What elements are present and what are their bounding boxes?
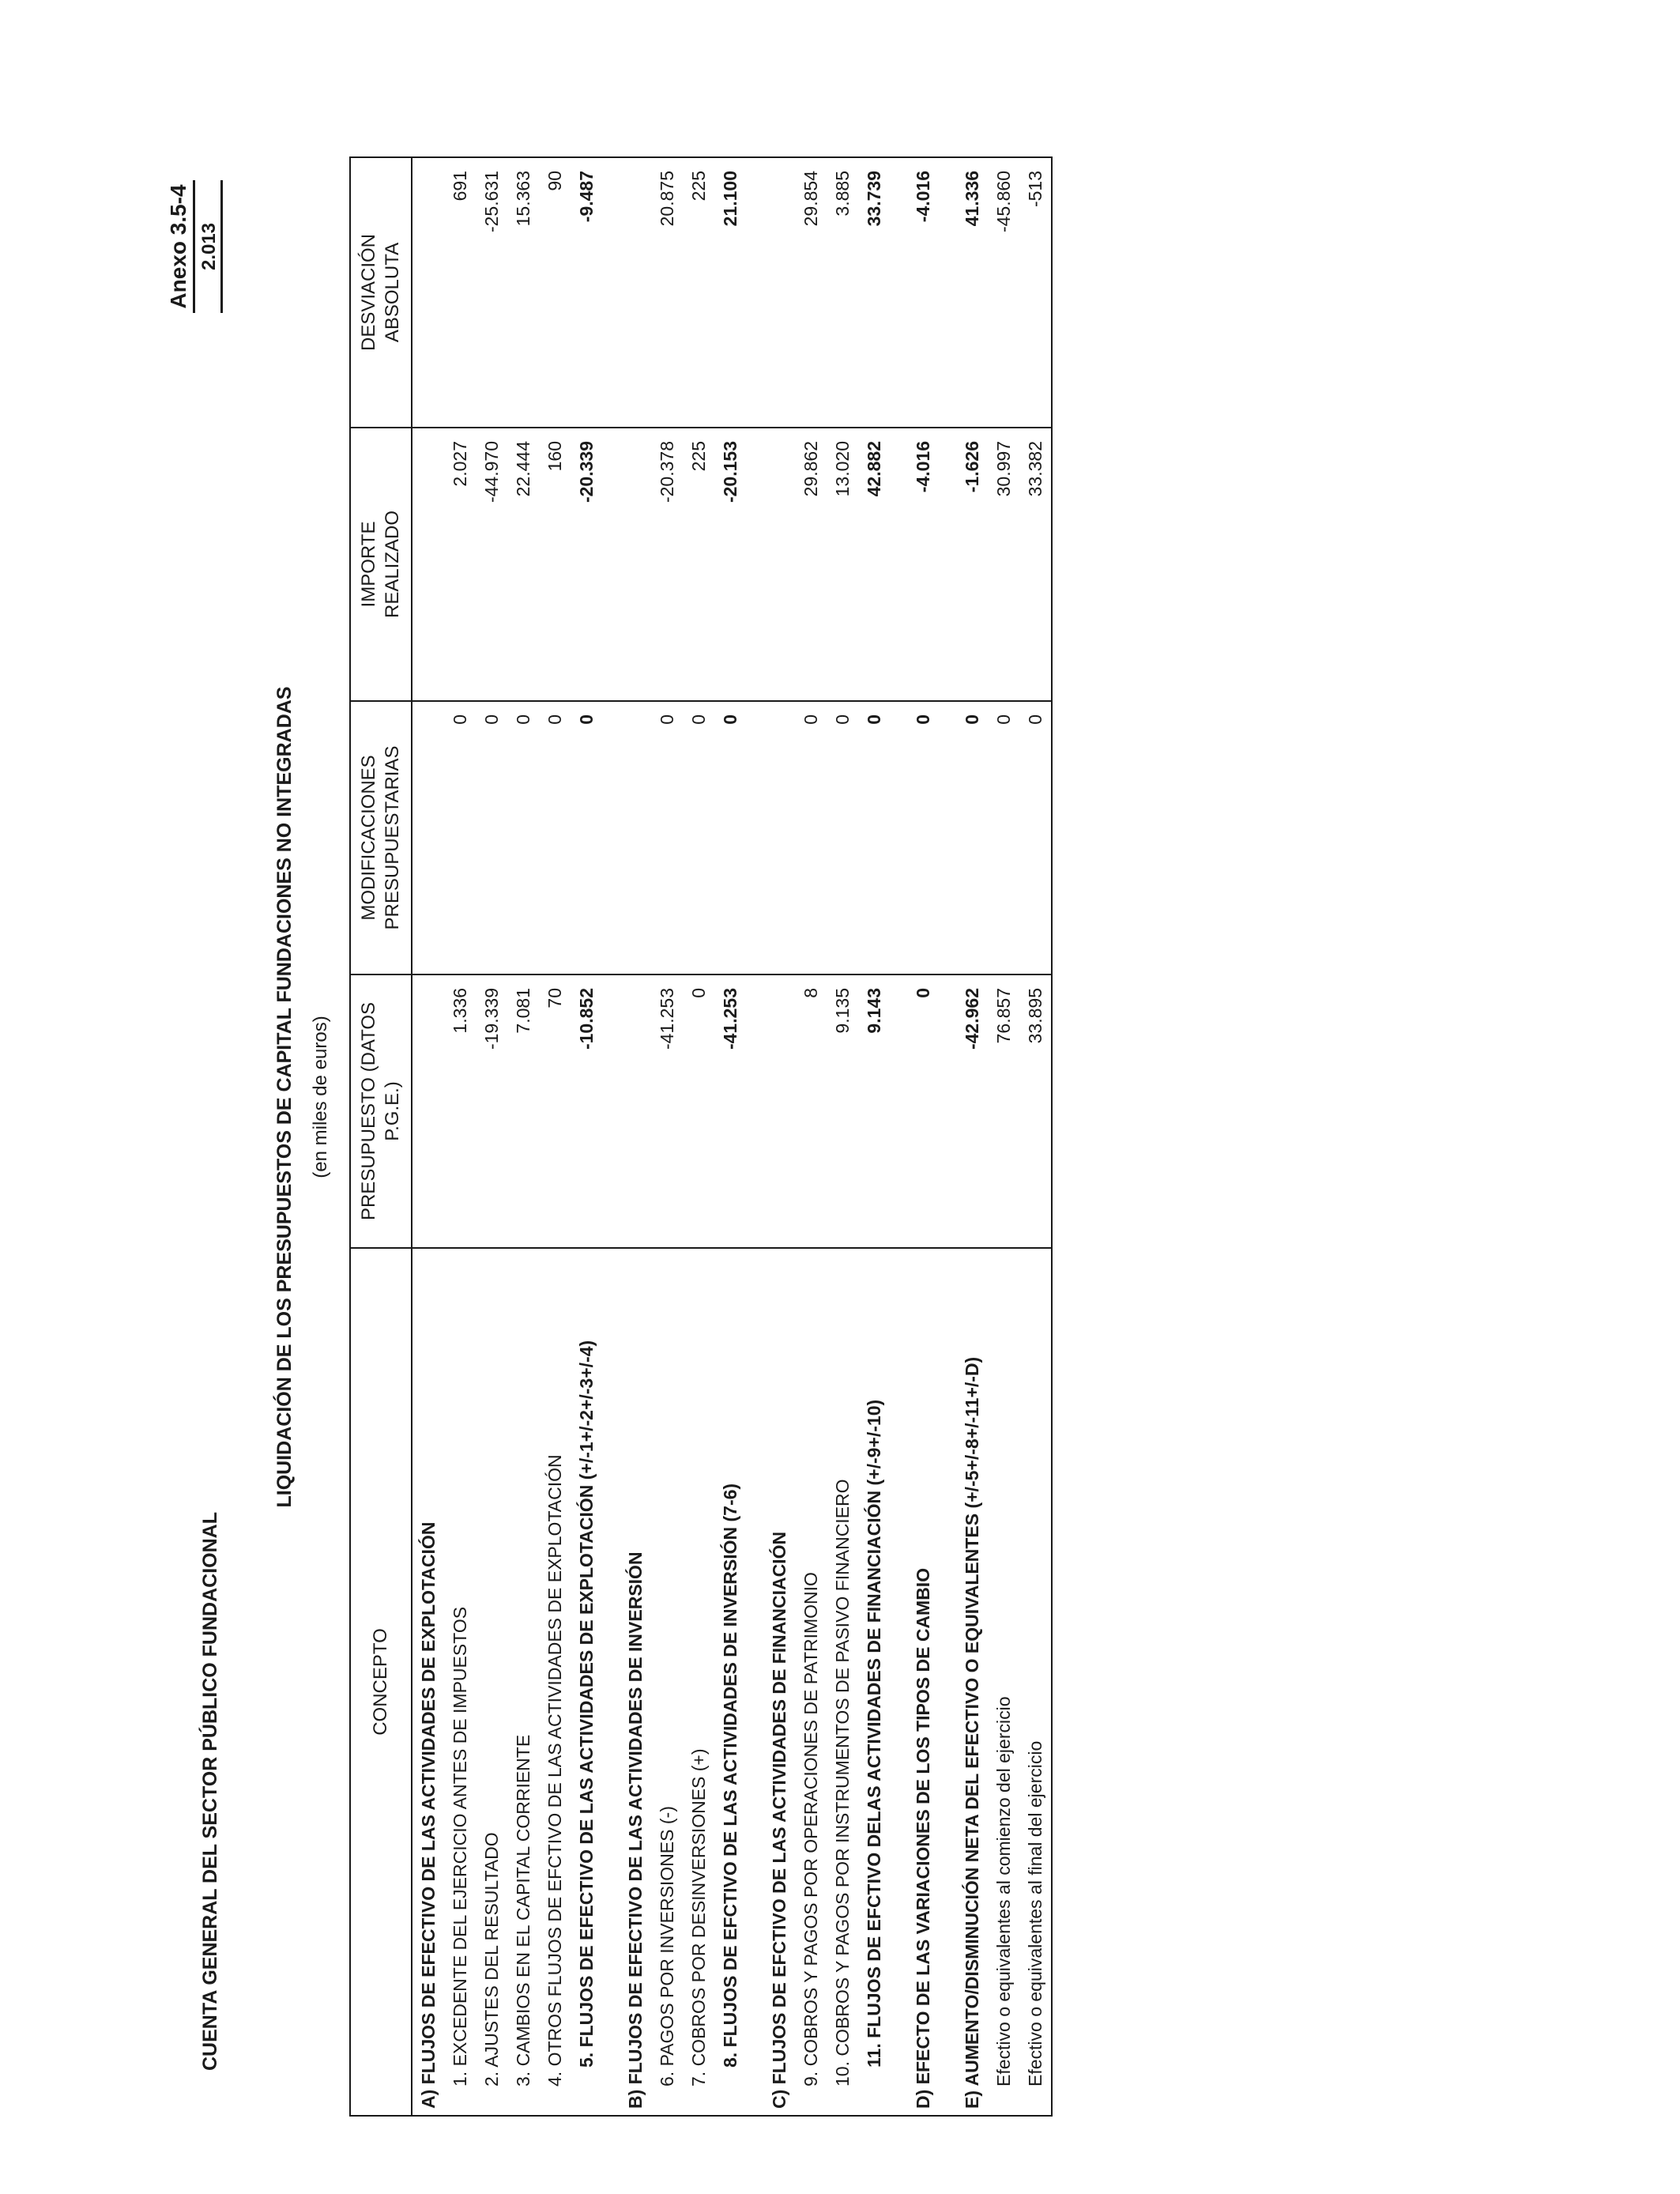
cell-budget: 1.336 [444, 974, 476, 1248]
cell-mods: 0 [539, 701, 571, 974]
cell-dev: 33.739 [858, 157, 890, 428]
cell-mods: 0 [988, 701, 1019, 974]
table-row [956, 157, 988, 2116]
cell-budget: 7.081 [507, 974, 539, 1248]
table-row [907, 157, 939, 2116]
cell-mods: 0 [858, 701, 890, 974]
col-concept-header: CONCEPTO [350, 1248, 412, 2116]
cell-real: 160 [539, 428, 571, 701]
cell-mods: 0 [683, 701, 714, 974]
row-concept: A) FLUJOS DE EFECTIVO DE LAS ACTIVIDADES DE EXPLOTACIÓN [412, 1248, 444, 2116]
row-concept: 11. FLUJOS DE EFCTIVO DELAS ACTIVIDADES DE FINANCIACIÓN (+/-9+/-10) [858, 1248, 890, 2116]
report-title: LIQUIDACIÓN DE LOS PRESUPUESTOS DE CAPITAL FUNDACIONES NO INTEGRADAS [273, 686, 296, 1508]
cell-real: -1.626 [956, 428, 988, 701]
report-subtitle: (en miles de euros) [310, 1016, 331, 1178]
col-mods-line2: PRESUPUESTARIAS [382, 745, 403, 930]
cell-budget [412, 974, 444, 1248]
cell-mods: 0 [1019, 701, 1052, 974]
col-budget-header [350, 974, 412, 1248]
cell-dev: -9.487 [571, 157, 602, 428]
row-concept: 8. FLUJOS DE EFCTIVO DE LAS ACTIVIDADES DE INVERSIÓN (7-6) [714, 1248, 746, 2116]
row-concept: 9. COBROS Y PAGOS POR OPERACIONES DE PATRIMONIO [795, 1248, 827, 2116]
cell-dev: -45.860 [988, 157, 1019, 428]
col-mods-line1: MODIFICACIONES [358, 755, 379, 921]
cell-budget: 0 [907, 974, 939, 1248]
cell-mods: 0 [507, 701, 539, 974]
cell-dev: 41.336 [956, 157, 988, 428]
table-row [683, 157, 714, 2116]
row-concept: C) FLUJOS DE EFCTIVO DE LAS ACTIVIDADES DE FINANCIACIÓN [763, 1248, 795, 2116]
cell-real: -44.970 [476, 428, 507, 701]
table-row [539, 157, 571, 2116]
cell-real: -20.153 [714, 428, 746, 701]
cell-real: -20.339 [571, 428, 602, 701]
row-concept: E) AUMENTO/DISMINUCIÓN NETA DEL EFECTIVO O EQUIVALENTES (+/-5+/-8+/-11+/-D) [956, 1248, 988, 2116]
cell-real: 42.882 [858, 428, 890, 701]
cell-mods: 0 [827, 701, 858, 974]
spacer-row [890, 157, 907, 2116]
cell-mods: 0 [714, 701, 746, 974]
cell-mods: 0 [956, 701, 988, 974]
cell-mods: 0 [795, 701, 827, 974]
cell-real [620, 428, 651, 701]
row-concept: 7. COBROS POR DESINVERSIONES (+) [683, 1248, 714, 2116]
annex-label: Anexo 3.5-4 [166, 180, 195, 313]
cell-dev: 20.875 [651, 157, 683, 428]
col-real-line2: REALIZADO [382, 510, 403, 619]
cell-real: 29.862 [795, 428, 827, 701]
table-row [763, 157, 795, 2116]
cell-real: 33.382 [1019, 428, 1052, 701]
annex-year: 2.013 [195, 180, 223, 313]
table-row [412, 157, 444, 2116]
col-budget-line1: PRESUPUESTO (DATOS [358, 1001, 379, 1221]
cell-budget [620, 974, 651, 1248]
cell-budget: 8 [795, 974, 827, 1248]
cell-real: -20.378 [651, 428, 683, 701]
cell-budget [763, 974, 795, 1248]
cell-budget: 9.143 [858, 974, 890, 1248]
table-row [571, 157, 602, 2116]
cell-mods [763, 701, 795, 974]
row-concept: 4. OTROS FLUJOS DE EFCTIVO DE LAS ACTIVIDADES DE EXPLOTACIÓN [539, 1248, 571, 2116]
spacer-row [602, 157, 620, 2116]
cell-budget: -41.253 [714, 974, 746, 1248]
cell-mods: 0 [651, 701, 683, 974]
cell-dev: 225 [683, 157, 714, 428]
cell-real [763, 428, 795, 701]
table-row [827, 157, 858, 2116]
cell-dev: -4.016 [907, 157, 939, 428]
cell-dev [620, 157, 651, 428]
col-dev-header [350, 157, 412, 428]
cell-mods: 0 [444, 701, 476, 974]
col-real-line1: IMPORTE [358, 521, 379, 608]
cell-dev [412, 157, 444, 428]
cell-budget: 76.857 [988, 974, 1019, 1248]
cell-real [412, 428, 444, 701]
cell-dev [763, 157, 795, 428]
cell-budget: -19.339 [476, 974, 507, 1248]
table-row [858, 157, 890, 2116]
cell-real: -4.016 [907, 428, 939, 701]
cell-budget: 70 [539, 974, 571, 1248]
cell-budget: -10.852 [571, 974, 602, 1248]
cell-dev: 3.885 [827, 157, 858, 428]
cell-budget: 9.135 [827, 974, 858, 1248]
row-concept: 5. FLUJOS DE EFECTIVO DE LAS ACTIVIDADES DE EXPLOTACIÓN (+/-1+/-2+/-3+/-4) [571, 1248, 602, 2116]
row-concept: 10. COBROS Y PAGOS POR INSTRUMENTOS DE PASIVO FINANCIERO [827, 1248, 858, 2116]
table-row [444, 157, 476, 2116]
cell-budget: 33.895 [1019, 974, 1052, 1248]
row-concept: 6. PAGOS POR INVERSIONES (-) [651, 1248, 683, 2116]
table-row [476, 157, 507, 2116]
cell-mods: 0 [571, 701, 602, 974]
cell-dev: -513 [1019, 157, 1052, 428]
row-concept: 2. AJUSTES DEL RESULTADO [476, 1248, 507, 2116]
cell-dev: 21.100 [714, 157, 746, 428]
row-concept: B) FLUJOS DE EFECTIVO DE LAS ACTIVIDADES DE INVERSIÓN [620, 1248, 651, 2116]
table-row [795, 157, 827, 2116]
col-real-header [350, 428, 412, 701]
cell-dev: 90 [539, 157, 571, 428]
table-row [651, 157, 683, 2116]
liquidation-table [349, 156, 1053, 2117]
cell-real: 22.444 [507, 428, 539, 701]
col-budget-line2: P.G.E.) [382, 1081, 403, 1141]
spacer-row [746, 157, 763, 2116]
cell-dev: -25.631 [476, 157, 507, 428]
col-dev-line1: DESVIACIÓN [358, 233, 379, 352]
col-dev-line2: ABSOLUTA [382, 242, 403, 343]
cell-dev: 691 [444, 157, 476, 428]
cell-mods [412, 701, 444, 974]
table-row [507, 157, 539, 2116]
table-row [988, 157, 1019, 2116]
table-row [620, 157, 651, 2116]
table-row [714, 157, 746, 2116]
cell-mods: 0 [907, 701, 939, 974]
cell-budget: -42.962 [956, 974, 988, 1248]
cell-budget: 0 [683, 974, 714, 1248]
row-concept: 3. CAMBIOS EN EL CAPITAL CORRIENTE [507, 1248, 539, 2116]
row-concept: Efectivo o equivalentes al final del ejercicio [1019, 1248, 1052, 2116]
cell-real: 30.997 [988, 428, 1019, 701]
spacer-row [939, 157, 956, 2116]
annex-block [166, 180, 223, 313]
cell-real: 2.027 [444, 428, 476, 701]
row-concept: D) EFECTO DE LAS VARIACIONES DE LOS TIPOS DE CAMBIO [907, 1248, 939, 2116]
cell-real: 13.020 [827, 428, 858, 701]
row-concept: 1. EXCEDENTE DEL EJERCICIO ANTES DE IMPUESTOS [444, 1248, 476, 2116]
cell-dev: 15.363 [507, 157, 539, 428]
col-mods-header [350, 701, 412, 974]
organization-header: CUENTA GENERAL DEL SECTOR PÚBLICO FUNDACIONAL [199, 1512, 221, 2071]
table-header-row [350, 157, 412, 2116]
cell-dev: 29.854 [795, 157, 827, 428]
cell-mods: 0 [476, 701, 507, 974]
cell-mods [620, 701, 651, 974]
row-concept: Efectivo o equivalentes al comienzo del ejercicio [988, 1248, 1019, 2116]
cell-real: 225 [683, 428, 714, 701]
cell-budget: -41.253 [651, 974, 683, 1248]
table-row [1019, 157, 1052, 2116]
